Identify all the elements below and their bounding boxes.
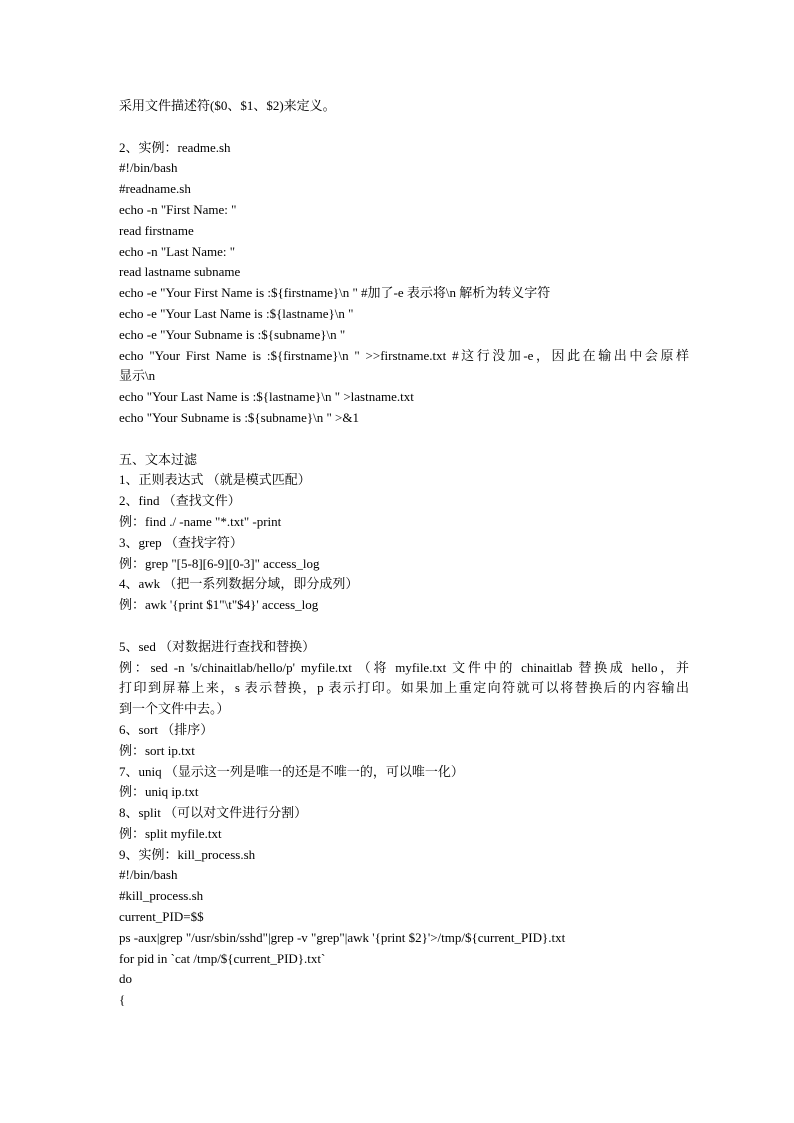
code-line: { [119,992,126,1008]
code-line: ps -aux|grep "/usr/sbin/sshd"|grep -v "grep"|awk '{print $2}'>/tmp/${current_PID}.txt [119,929,566,945]
text-line: 9、实例：kill_process.sh [119,846,256,862]
blank-line [119,117,689,138]
text-line: 2、实例：readme.sh [119,139,231,155]
text-line: 例：find ./ -name "*.txt" -print [119,513,282,529]
blank-line [119,429,689,450]
blank-line [119,616,689,637]
code-line: read firstname [119,222,194,238]
code-line: #kill_process.sh [119,888,204,904]
code-line: 显示\n [119,368,156,384]
text-line: 2、find （查找文件） [119,493,241,509]
text-line: 例：sed -n 's/chinaitlab/hello/p' myfile.txt （将 myfile.txt 文件中的 chinaitlab 替换成 hello，并 [119,659,689,675]
text-line: 例：split myfile.txt [119,825,222,841]
text-line: 例：sort ip.txt [119,742,195,758]
code-line: echo -n "First Name: " [119,201,237,217]
text-line: 打印到屏幕上来，s 表示替换，p 表示打印。如果加上重定向符就可以将替换后的内容输出 [119,680,689,696]
code-line: echo -e "Your First Name is :${firstname}\n " #加了-e 表示将\n 解析为转义字符 [119,285,551,301]
text-line: 5、sed （对数据进行查找和替换） [119,638,316,654]
code-line: #!/bin/bash [119,867,178,883]
text-line: 例：grep "[5-8][6-9][0-3]" access_log [119,555,320,571]
text-line: 7、uniq （显示这一列是唯一的还是不唯一的，可以唯一化） [119,763,464,779]
code-line: echo -n "Last Name: " [119,243,236,259]
code-line: echo "Your Subname is :${subname}\n " >&1 [119,409,359,425]
text-line: 例：uniq ip.txt [119,784,199,800]
code-line: echo -e "Your Last Name is :${lastname}\n " [119,305,354,321]
text-line: 1、正则表达式 （就是模式匹配） [119,472,311,488]
code-line: do [119,971,132,987]
code-line: for pid in `cat /tmp/${current_PID}.txt` [119,950,326,966]
text-line: 到一个文件中去。） [119,701,230,717]
text-line: 6、sort （排序） [119,721,214,737]
text-line: 8、split （可以对文件进行分割） [119,805,308,821]
code-line: echo "Your First Name is :${firstname}\n " >>firstname.txt #这行没加-e，因此在输出中会原样 [119,347,689,363]
code-line: echo "Your Last Name is :${lastname}\n " >lastname.txt [119,389,414,405]
section-heading: 五、文本过滤 [119,451,198,467]
code-line: #!/bin/bash [119,160,178,176]
document-page [119,96,689,1011]
code-line: echo -e "Your Subname is :${subname}\n " [119,326,346,342]
text-line: 采用文件描述符($0、$1、$2)来定义。 [119,98,336,113]
text-line: 4、awk （把一系列数据分域，即分成列） [119,576,359,592]
text-line: 例：awk '{print $1"\t"$4}' access_log [119,597,319,613]
code-line: #readname.sh [119,181,191,197]
code-line: read lastname subname [119,264,241,280]
text-line: 3、grep （查找字符） [119,534,243,550]
code-line: current_PID=$$ [119,909,204,925]
